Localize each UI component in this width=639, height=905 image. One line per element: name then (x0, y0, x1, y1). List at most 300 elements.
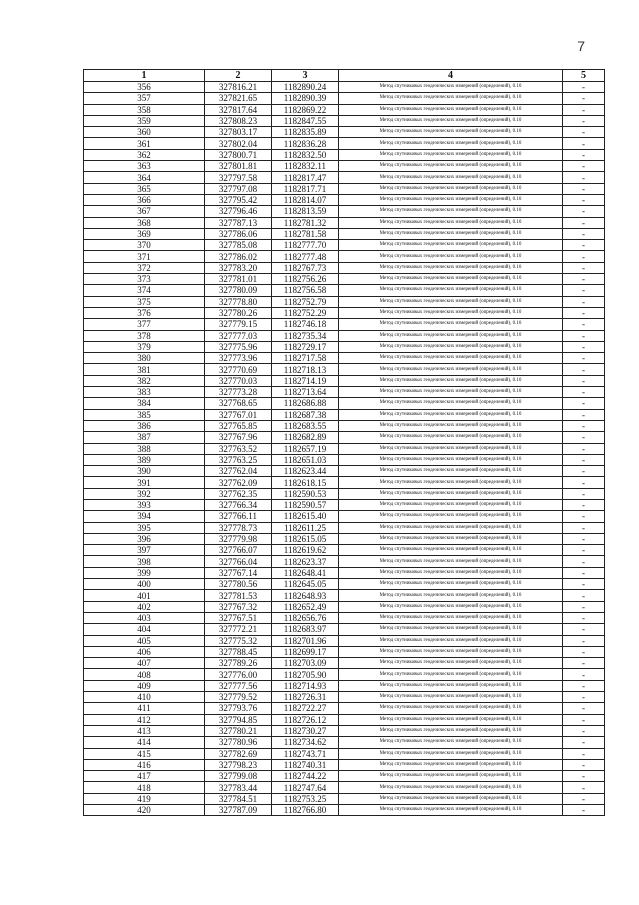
coord-y-cell: 1182648.93 (272, 590, 339, 601)
coord-y-cell: 1182817.47 (272, 172, 339, 183)
coord-x-cell: 327783.44 (205, 782, 272, 793)
note-cell: - (563, 499, 605, 510)
point-number-cell: 411 (84, 703, 205, 714)
point-number-cell: 378 (84, 330, 205, 341)
method-cell: Метод спутниковых геодезических измерений (определений), 0.10 (339, 748, 563, 759)
note-cell: - (563, 364, 605, 375)
note-cell: - (563, 274, 605, 285)
coord-y-cell: 1182767.73 (272, 262, 339, 273)
method-cell: Метод спутниковых геодезических измерений (определений), 0.10 (339, 93, 563, 104)
point-number-cell: 366 (84, 194, 205, 205)
coord-x-cell: 327775.96 (205, 341, 272, 352)
method-cell: Метод спутниковых геодезических измерений (определений), 0.10 (339, 330, 563, 341)
note-cell: - (563, 285, 605, 296)
note-cell: - (563, 511, 605, 522)
method-cell: Метод спутниковых геодезических измерений (определений), 0.10 (339, 82, 563, 93)
method-cell: Метод спутниковых геодезических измерений (определений), 0.10 (339, 771, 563, 782)
coord-x-cell: 327787.09 (205, 805, 272, 816)
note-cell: - (563, 646, 605, 657)
coord-x-cell: 327795.42 (205, 194, 272, 205)
point-number-cell: 416 (84, 759, 205, 770)
table-row (84, 499, 605, 510)
note-cell: - (563, 601, 605, 612)
method-cell: Метод спутниковых геодезических измерений (определений), 0.10 (339, 556, 563, 567)
point-number-cell: 413 (84, 725, 205, 736)
note-cell: - (563, 737, 605, 748)
coord-x-cell: 327766.34 (205, 499, 272, 510)
point-number-cell: 382 (84, 375, 205, 386)
note-cell: - (563, 658, 605, 669)
note-cell: - (563, 172, 605, 183)
coord-y-cell: 1182705.90 (272, 669, 339, 680)
note-cell: - (563, 714, 605, 725)
method-cell: Метод спутниковых геодезических измерений (определений), 0.10 (339, 240, 563, 251)
coord-y-cell: 1182781.32 (272, 217, 339, 228)
note-cell: - (563, 262, 605, 273)
coord-x-cell: 327821.65 (205, 93, 272, 104)
table-row (84, 330, 605, 341)
table-row (84, 579, 605, 590)
coord-x-cell: 327773.96 (205, 353, 272, 364)
coord-y-cell: 1182756.26 (272, 274, 339, 285)
coord-y-cell: 1182590.53 (272, 488, 339, 499)
note-cell: - (563, 115, 605, 126)
table-row (84, 646, 605, 657)
method-cell: Метод спутниковых геодезических измерений (определений), 0.10 (339, 601, 563, 612)
table-row (84, 454, 605, 465)
coord-x-cell: 327793.76 (205, 703, 272, 714)
note-cell: - (563, 454, 605, 465)
table-row (84, 206, 605, 217)
note-cell: - (563, 669, 605, 680)
note-cell: - (563, 624, 605, 635)
table-row (84, 398, 605, 409)
coord-y-cell: 1182740.31 (272, 759, 339, 770)
table-header-row (84, 70, 605, 82)
point-number-cell: 402 (84, 601, 205, 612)
note-cell: - (563, 793, 605, 804)
method-cell: Метод спутниковых геодезических измерений (определений), 0.10 (339, 104, 563, 115)
coord-x-cell: 327767.01 (205, 409, 272, 420)
method-cell: Метод спутниковых геодезических измерений (определений), 0.10 (339, 703, 563, 714)
point-number-cell: 399 (84, 567, 205, 578)
table-row (84, 771, 605, 782)
method-cell: Метод спутниковых геодезических измерений (определений), 0.10 (339, 319, 563, 330)
coord-x-cell: 327781.53 (205, 590, 272, 601)
point-number-cell: 408 (84, 669, 205, 680)
table-row (84, 251, 605, 262)
coord-y-cell: 1182656.76 (272, 612, 339, 623)
coord-y-cell: 1182835.89 (272, 127, 339, 138)
note-cell: - (563, 228, 605, 239)
table-row (84, 172, 605, 183)
table-row (84, 217, 605, 228)
table-row (84, 590, 605, 601)
method-cell: Метод спутниковых геодезических измерений (определений), 0.10 (339, 251, 563, 262)
note-cell: - (563, 805, 605, 816)
method-cell: Метод спутниковых геодезических измерений (определений), 0.10 (339, 590, 563, 601)
point-number-cell: 403 (84, 612, 205, 623)
note-cell: - (563, 206, 605, 217)
table-row (84, 375, 605, 386)
coord-y-cell: 1182615.40 (272, 511, 339, 522)
coord-x-cell: 327772.21 (205, 624, 272, 635)
point-number-cell: 376 (84, 307, 205, 318)
point-number-cell: 409 (84, 680, 205, 691)
table-row (84, 183, 605, 194)
point-number-cell: 362 (84, 149, 205, 160)
coord-y-cell: 1182718.13 (272, 364, 339, 375)
coord-x-cell: 327786.02 (205, 251, 272, 262)
coord-x-cell: 327763.52 (205, 443, 272, 454)
method-cell: Метод спутниковых геодезических измерений (определений), 0.10 (339, 420, 563, 431)
note-cell: - (563, 782, 605, 793)
note-cell: - (563, 579, 605, 590)
coord-x-cell: 327787.13 (205, 217, 272, 228)
table-row (84, 805, 605, 816)
point-number-cell: 419 (84, 793, 205, 804)
point-number-cell: 364 (84, 172, 205, 183)
table-row (84, 692, 605, 703)
point-number-cell: 407 (84, 658, 205, 669)
coordinates-table (83, 69, 605, 816)
coord-x-cell: 327796.46 (205, 206, 272, 217)
note-cell: - (563, 477, 605, 488)
method-cell: Метод спутниковых геодезических измерений (определений), 0.10 (339, 545, 563, 556)
coord-x-cell: 327775.32 (205, 635, 272, 646)
table-row (84, 556, 605, 567)
coord-y-cell: 1182611.25 (272, 522, 339, 533)
method-cell: Метод спутниковых геодезических измерений (определений), 0.10 (339, 341, 563, 352)
coord-x-cell: 327803.17 (205, 127, 272, 138)
coord-x-cell: 327788.45 (205, 646, 272, 657)
method-cell: Метод спутниковых геодезических измерений (определений), 0.10 (339, 533, 563, 544)
column-header-1: 1 (84, 70, 205, 82)
method-cell: Метод спутниковых геодезических измерений (определений), 0.10 (339, 793, 563, 804)
coord-x-cell: 327817.64 (205, 104, 272, 115)
coord-y-cell: 1182687.38 (272, 409, 339, 420)
column-header-4: 4 (339, 70, 563, 82)
table-row (84, 533, 605, 544)
note-cell: - (563, 466, 605, 477)
method-cell: Метод спутниковых геодезических измерений (определений), 0.10 (339, 296, 563, 307)
coord-x-cell: 327777.56 (205, 680, 272, 691)
coord-y-cell: 1182618.15 (272, 477, 339, 488)
point-number-cell: 367 (84, 206, 205, 217)
coord-y-cell: 1182777.48 (272, 251, 339, 262)
coord-y-cell: 1182744.22 (272, 771, 339, 782)
coord-x-cell: 327777.03 (205, 330, 272, 341)
table-row (84, 545, 605, 556)
method-cell: Метод спутниковых геодезических измерений (определений), 0.10 (339, 364, 563, 375)
note-cell: - (563, 240, 605, 251)
method-cell: Метод спутниковых геодезических измерений (определений), 0.10 (339, 307, 563, 318)
point-number-cell: 381 (84, 364, 205, 375)
coord-x-cell: 327778.73 (205, 522, 272, 533)
method-cell: Метод спутниковых геодезических измерений (определений), 0.10 (339, 217, 563, 228)
coord-x-cell: 327780.09 (205, 285, 272, 296)
coord-x-cell: 327780.56 (205, 579, 272, 590)
note-cell: - (563, 590, 605, 601)
coord-x-cell: 327783.20 (205, 262, 272, 273)
coord-x-cell: 327779.15 (205, 319, 272, 330)
point-number-cell: 417 (84, 771, 205, 782)
method-cell: Метод спутниковых геодезических измерений (определений), 0.10 (339, 149, 563, 160)
method-cell: Метод спутниковых геодезических измерений (определений), 0.10 (339, 454, 563, 465)
method-cell: Метод спутниковых геодезических измерений (определений), 0.10 (339, 759, 563, 770)
method-cell: Метод спутниковых геодезических измерений (определений), 0.10 (339, 624, 563, 635)
coord-x-cell: 327778.80 (205, 296, 272, 307)
method-cell: Метод спутниковых геодезических измерений (определений), 0.10 (339, 714, 563, 725)
coord-x-cell: 327763.25 (205, 454, 272, 465)
method-cell: Метод спутниковых геодезических измерений (определений), 0.10 (339, 432, 563, 443)
point-number-cell: 383 (84, 387, 205, 398)
table-row (84, 680, 605, 691)
note-cell: - (563, 522, 605, 533)
coord-x-cell: 327789.26 (205, 658, 272, 669)
coord-y-cell: 1182590.57 (272, 499, 339, 510)
table-row (84, 228, 605, 239)
table-row (84, 285, 605, 296)
method-cell: Метод спутниковых геодезических измерений (определений), 0.10 (339, 228, 563, 239)
method-cell: Метод спутниковых геодезических измерений (определений), 0.10 (339, 805, 563, 816)
point-number-cell: 363 (84, 161, 205, 172)
note-cell: - (563, 488, 605, 499)
point-number-cell: 398 (84, 556, 205, 567)
coord-x-cell: 327801.81 (205, 161, 272, 172)
point-number-cell: 390 (84, 466, 205, 477)
table-row (84, 725, 605, 736)
method-cell: Метод спутниковых геодезических измерений (определений), 0.10 (339, 443, 563, 454)
coord-y-cell: 1182657.19 (272, 443, 339, 454)
method-cell: Метод спутниковых геодезических измерений (определений), 0.10 (339, 680, 563, 691)
method-cell: Метод спутниковых геодезических измерений (определений), 0.10 (339, 274, 563, 285)
table-row (84, 138, 605, 149)
table-row (84, 669, 605, 680)
method-cell: Метод спутниковых геодезических измерений (определений), 0.10 (339, 737, 563, 748)
point-number-cell: 405 (84, 635, 205, 646)
coord-y-cell: 1182735.34 (272, 330, 339, 341)
coord-x-cell: 327785.08 (205, 240, 272, 251)
coord-x-cell: 327770.03 (205, 375, 272, 386)
point-number-cell: 415 (84, 748, 205, 759)
point-number-cell: 410 (84, 692, 205, 703)
coord-y-cell: 1182756.58 (272, 285, 339, 296)
coord-x-cell: 327767.14 (205, 567, 272, 578)
coord-x-cell: 327776.00 (205, 669, 272, 680)
point-number-cell: 384 (84, 398, 205, 409)
coord-x-cell: 327770.69 (205, 364, 272, 375)
point-number-cell: 392 (84, 488, 205, 499)
method-cell: Метод спутниковых геодезических измерений (определений), 0.10 (339, 466, 563, 477)
point-number-cell: 359 (84, 115, 205, 126)
coord-y-cell: 1182777.70 (272, 240, 339, 251)
point-number-cell: 404 (84, 624, 205, 635)
table-row (84, 488, 605, 499)
coord-y-cell: 1182615.05 (272, 533, 339, 544)
coord-x-cell: 327798.23 (205, 759, 272, 770)
note-cell: - (563, 319, 605, 330)
coord-x-cell: 327762.04 (205, 466, 272, 477)
note-cell: - (563, 680, 605, 691)
note-cell: - (563, 533, 605, 544)
table-row (84, 511, 605, 522)
note-cell: - (563, 93, 605, 104)
point-number-cell: 371 (84, 251, 205, 262)
point-number-cell: 391 (84, 477, 205, 488)
coord-y-cell: 1182623.44 (272, 466, 339, 477)
column-header-5: 5 (563, 70, 605, 82)
coord-y-cell: 1182890.24 (272, 82, 339, 93)
note-cell: - (563, 194, 605, 205)
table-row (84, 319, 605, 330)
method-cell: Метод спутниковых геодезических измерений (определений), 0.10 (339, 782, 563, 793)
table-row (84, 115, 605, 126)
note-cell: - (563, 341, 605, 352)
point-number-cell: 373 (84, 274, 205, 285)
point-number-cell: 365 (84, 183, 205, 194)
coord-x-cell: 327780.26 (205, 307, 272, 318)
coord-y-cell: 1182683.55 (272, 420, 339, 431)
point-number-cell: 358 (84, 104, 205, 115)
note-cell: - (563, 149, 605, 160)
point-number-cell: 370 (84, 240, 205, 251)
method-cell: Метод спутниковых геодезических измерений (определений), 0.10 (339, 635, 563, 646)
coord-x-cell: 327766.04 (205, 556, 272, 567)
method-cell: Метод спутниковых геодезических измерений (определений), 0.10 (339, 115, 563, 126)
coord-y-cell: 1182746.18 (272, 319, 339, 330)
method-cell: Метод спутниковых геодезических измерений (определений), 0.10 (339, 409, 563, 420)
note-cell: - (563, 251, 605, 262)
point-number-cell: 360 (84, 127, 205, 138)
coord-y-cell: 1182686.88 (272, 398, 339, 409)
coord-y-cell: 1182623.37 (272, 556, 339, 567)
note-cell: - (563, 612, 605, 623)
point-number-cell: 380 (84, 353, 205, 364)
point-number-cell: 394 (84, 511, 205, 522)
coord-y-cell: 1182766.80 (272, 805, 339, 816)
note-cell: - (563, 353, 605, 364)
method-cell: Метод спутниковых геодезических измерений (определений), 0.10 (339, 725, 563, 736)
coord-y-cell: 1182682.89 (272, 432, 339, 443)
point-number-cell: 389 (84, 454, 205, 465)
table-row (84, 364, 605, 375)
coord-y-cell: 1182814.07 (272, 194, 339, 205)
table-row (84, 353, 605, 364)
note-cell: - (563, 692, 605, 703)
note-cell: - (563, 330, 605, 341)
table-row (84, 658, 605, 669)
table-row (84, 567, 605, 578)
coord-x-cell: 327767.96 (205, 432, 272, 443)
point-number-cell: 412 (84, 714, 205, 725)
note-cell: - (563, 161, 605, 172)
point-number-cell: 397 (84, 545, 205, 556)
note-cell: - (563, 545, 605, 556)
table-row (84, 240, 605, 251)
point-number-cell: 396 (84, 533, 205, 544)
table-row (84, 466, 605, 477)
note-cell: - (563, 409, 605, 420)
note-cell: - (563, 138, 605, 149)
note-cell: - (563, 771, 605, 782)
coord-y-cell: 1182813.59 (272, 206, 339, 217)
point-number-cell: 387 (84, 432, 205, 443)
table-row (84, 612, 605, 623)
coord-x-cell: 327765.85 (205, 420, 272, 431)
coord-y-cell: 1182743.71 (272, 748, 339, 759)
coord-x-cell: 327808.23 (205, 115, 272, 126)
coord-y-cell: 1182717.58 (272, 353, 339, 364)
table-row (84, 601, 605, 612)
method-cell: Метод спутниковых геодезических измерений (определений), 0.10 (339, 477, 563, 488)
method-cell: Метод спутниковых геодезических измерений (определений), 0.10 (339, 183, 563, 194)
method-cell: Метод спутниковых геодезических измерений (определений), 0.10 (339, 161, 563, 172)
note-cell: - (563, 398, 605, 409)
column-header-2: 2 (205, 70, 272, 82)
note-cell: - (563, 296, 605, 307)
coord-x-cell: 327779.52 (205, 692, 272, 703)
table-row (84, 409, 605, 420)
coord-y-cell: 1182730.27 (272, 725, 339, 736)
note-cell: - (563, 104, 605, 115)
note-cell: - (563, 567, 605, 578)
note-cell: - (563, 375, 605, 386)
coord-y-cell: 1182703.09 (272, 658, 339, 669)
point-number-cell: 379 (84, 341, 205, 352)
point-number-cell: 377 (84, 319, 205, 330)
note-cell: - (563, 443, 605, 454)
coord-x-cell: 327766.11 (205, 511, 272, 522)
point-number-cell: 420 (84, 805, 205, 816)
point-number-cell: 361 (84, 138, 205, 149)
method-cell: Метод спутниковых геодезических измерений (определений), 0.10 (339, 194, 563, 205)
point-number-cell: 372 (84, 262, 205, 273)
table-row (84, 703, 605, 714)
point-number-cell: 356 (84, 82, 205, 93)
table-row (84, 82, 605, 93)
method-cell: Метод спутниковых геодезических измерений (определений), 0.10 (339, 262, 563, 273)
method-cell: Метод спутниковых геодезических измерений (определений), 0.10 (339, 658, 563, 669)
coord-x-cell: 327779.98 (205, 533, 272, 544)
point-number-cell: 414 (84, 737, 205, 748)
coord-y-cell: 1182645.05 (272, 579, 339, 590)
coord-x-cell: 327768.65 (205, 398, 272, 409)
table-row (84, 194, 605, 205)
coord-y-cell: 1182714.19 (272, 375, 339, 386)
method-cell: Метод спутниковых геодезических измерений (определений), 0.10 (339, 206, 563, 217)
table-row (84, 161, 605, 172)
note-cell: - (563, 307, 605, 318)
method-cell: Метод спутниковых геодезических измерений (определений), 0.10 (339, 499, 563, 510)
table-row (84, 737, 605, 748)
point-number-cell: 388 (84, 443, 205, 454)
coord-x-cell: 327766.07 (205, 545, 272, 556)
note-cell: - (563, 635, 605, 646)
table-row (84, 793, 605, 804)
coord-x-cell: 327797.08 (205, 183, 272, 194)
coord-y-cell: 1182651.03 (272, 454, 339, 465)
coord-x-cell: 327780.96 (205, 737, 272, 748)
point-number-cell: 369 (84, 228, 205, 239)
point-number-cell: 368 (84, 217, 205, 228)
coord-x-cell: 327800.71 (205, 149, 272, 160)
coord-y-cell: 1182701.96 (272, 635, 339, 646)
method-cell: Метод спутниковых геодезических измерений (определений), 0.10 (339, 353, 563, 364)
table-row (84, 296, 605, 307)
method-cell: Метод спутниковых геодезических измерений (определений), 0.10 (339, 522, 563, 533)
coord-x-cell: 327799.08 (205, 771, 272, 782)
